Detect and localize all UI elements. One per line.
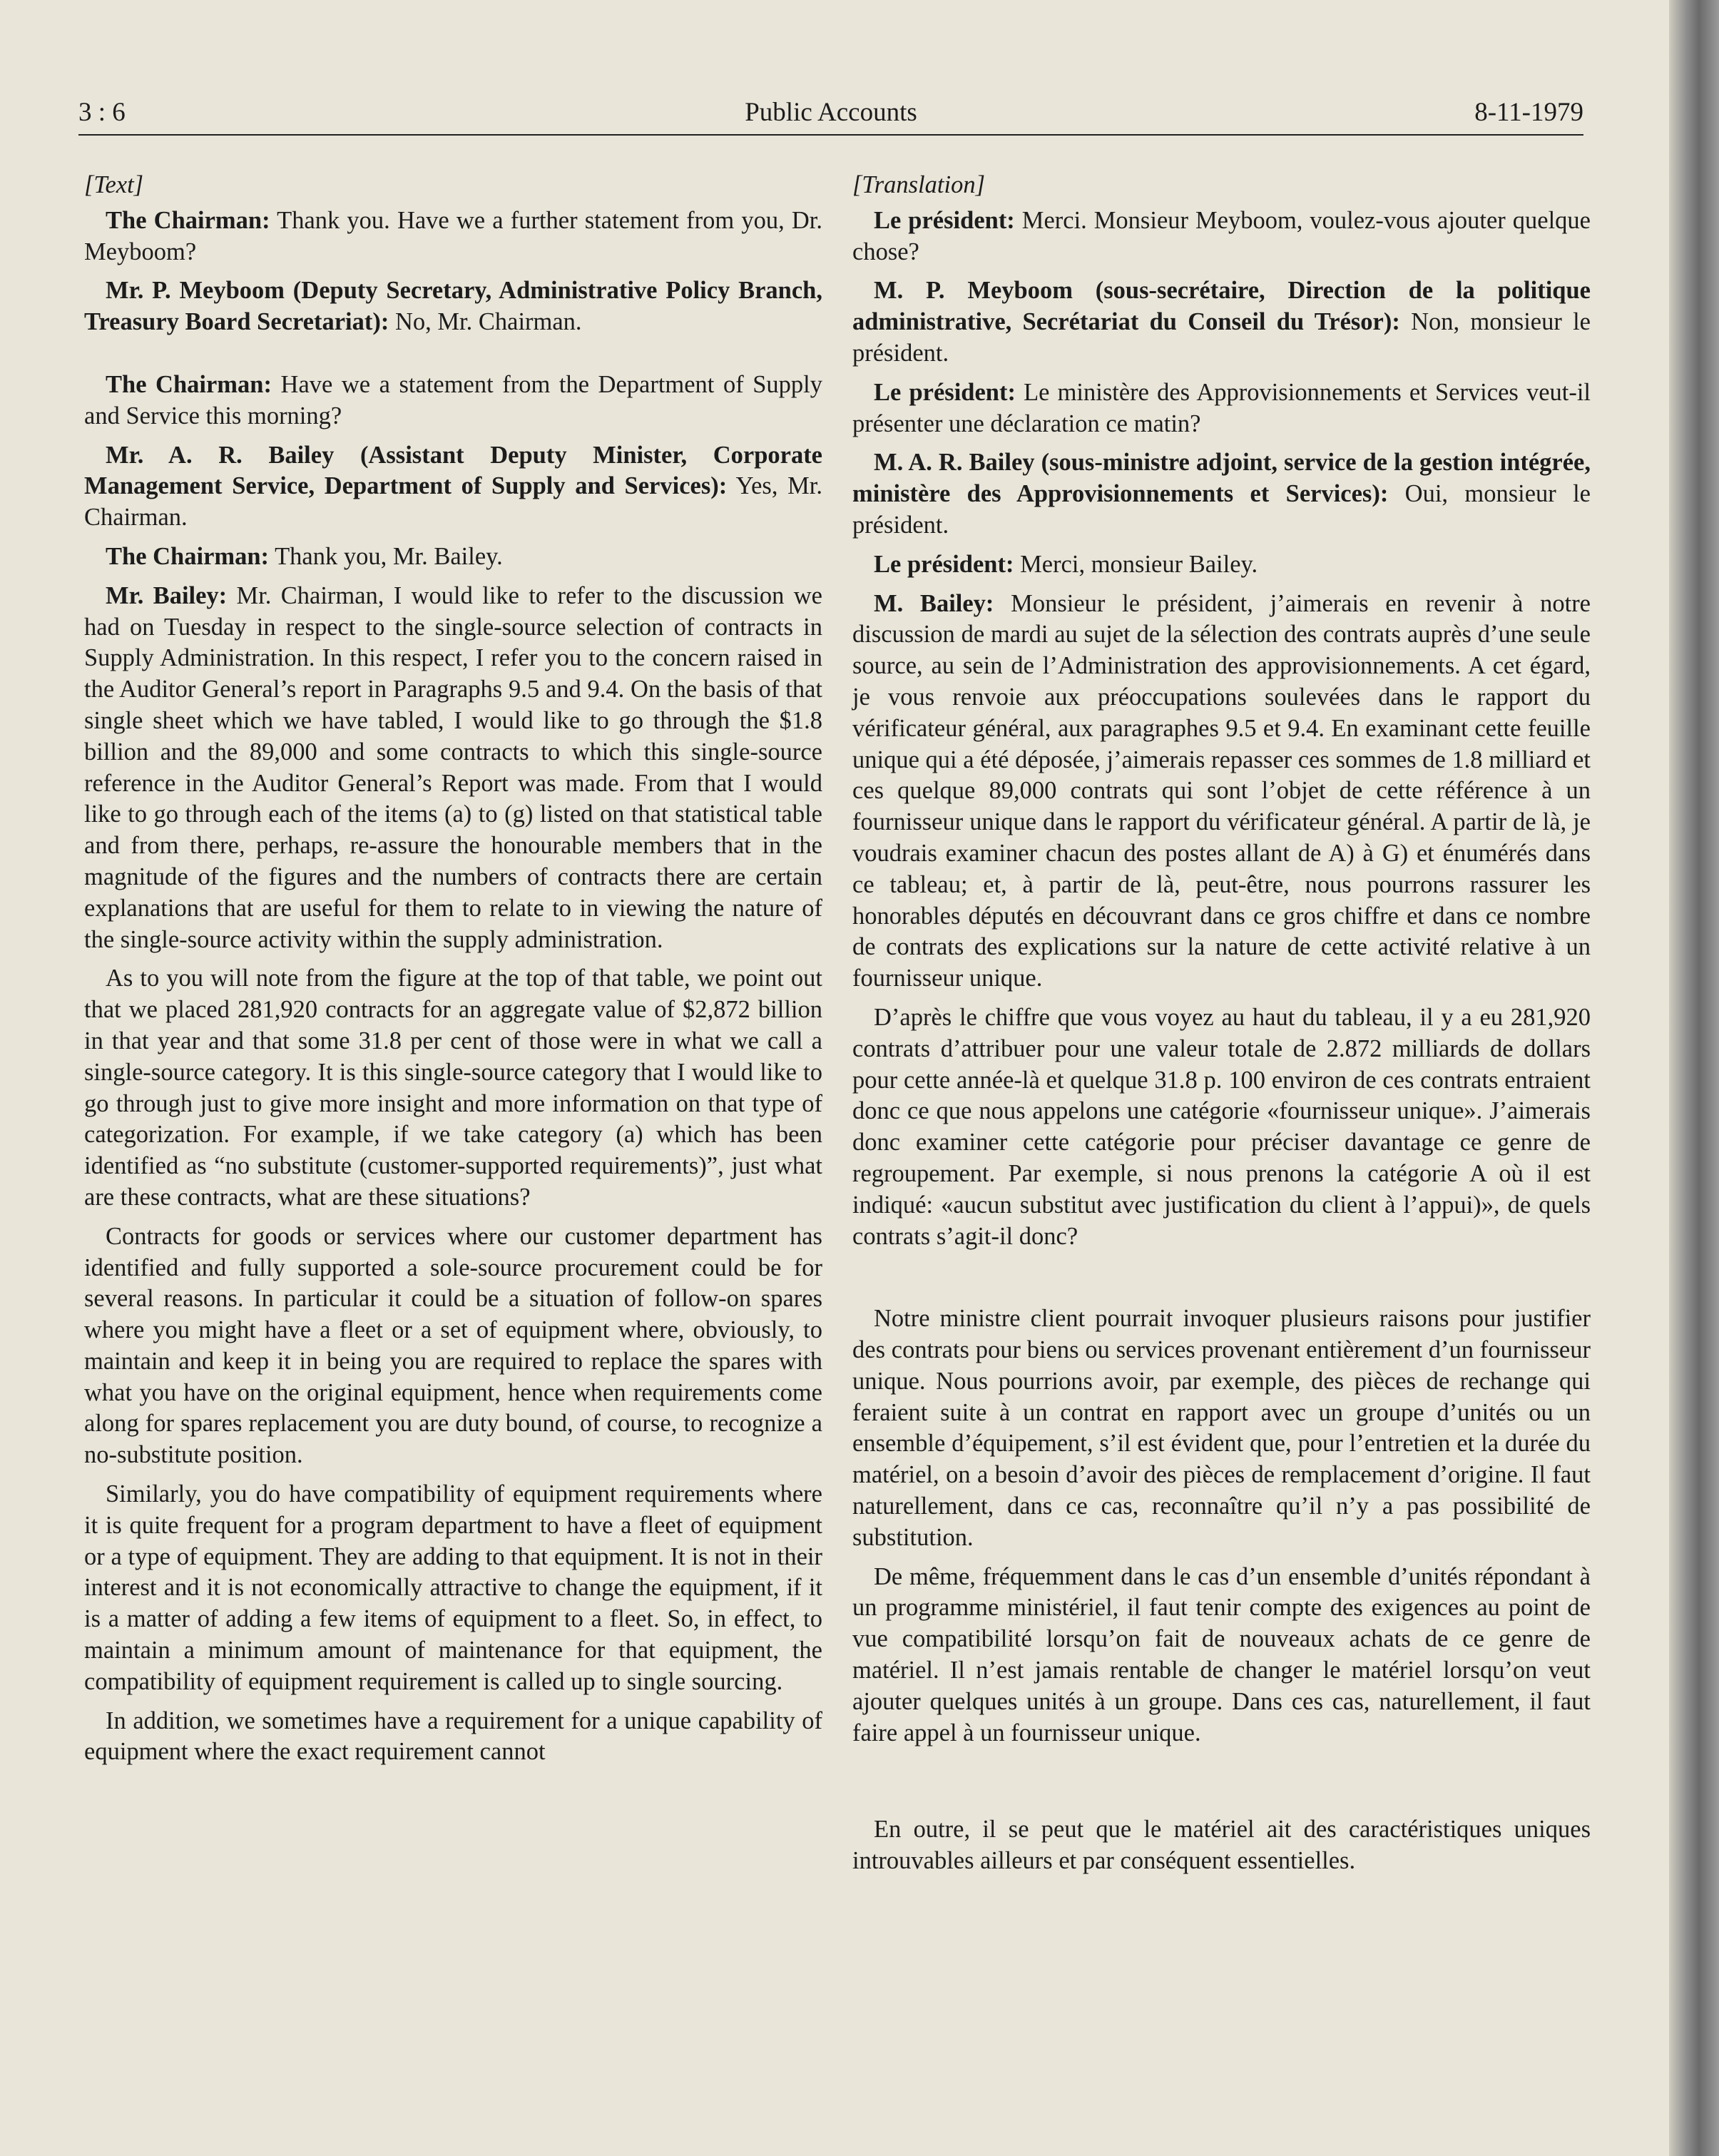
paragraph: M. P. Meyboom (sous-secrétaire, Direction de la politique administrative, Secrétariat du Conseil du Trésor): Non, monsieur le président. <box>852 277 1591 367</box>
page-number: 3 : 6 <box>78 98 126 127</box>
french-column <box>852 170 1591 1885</box>
paragraph: Notre ministre client pourrait invoquer plusieurs raisons pour justifier des contrats pour biens ou services provenant entièrement d’un fournisseur unique. Nous pourrions avoir, par exemple, des pièces de rechange qui feraient suite à un contrat en rapport avec un groupe d’unités ou un ensemble d’équipement, s’il est évident que, pour l’entretien et la durée du matériel, on a besoin d’avoir des pièces de remplacement d’origine. Il faut naturellement, dans ce cas, reconnaître qu’il n’y a pas possibilité de substitution. <box>852 1305 1591 1551</box>
paragraph: Le président: Le ministère des Approvisionnements et Services veut-il présenter une déclaration ce matin? <box>852 378 1591 437</box>
speaker: The Chairman: <box>106 542 270 570</box>
english-column <box>84 170 822 1776</box>
speaker: M. A. R. Bailey (sous-ministre adjoint, service de la gestion intégrée, ministère des Approvisionnements et Services): <box>852 449 1591 508</box>
paragraph: Mr. A. R. Bailey (Assistant Deputy Minister, Corporate Management Service, Department of Supply and Services): Yes, Mr. Chairman. <box>84 441 822 532</box>
speaker: The Chairman: <box>106 370 272 398</box>
book-spine-edge <box>1669 0 1719 2156</box>
speaker: Mr. P. Meyboom (Deputy Secretary, Administrative Policy Branch, Treasury Board Secretariat): <box>84 277 822 336</box>
paragraph: In addition, we sometimes have a requirement for a unique capability of equipment where the exact requirement cannot <box>84 1707 822 1766</box>
running-title: Public Accounts <box>745 98 917 127</box>
speaker: M. Bailey: <box>874 589 994 617</box>
paragraph: En outre, il se peut que le matériel ait des caractéristiques uniques introuvables ailleurs et par conséquent essentielles. <box>852 1816 1591 1875</box>
page-header <box>78 91 1583 136</box>
text-tag: [Text] <box>84 171 144 198</box>
paragraph: M. A. R. Bailey (sous-ministre adjoint, service de la gestion intégrée, ministère des Approvisionnements et Services): Oui, monsieur le président. <box>852 449 1591 539</box>
speaker: Le président: <box>874 550 1014 578</box>
speaker: Mr. A. R. Bailey (Assistant Deputy Minister, Corporate Management Service, Department of Supply and Services): <box>84 441 822 500</box>
speaker: Mr. Bailey: <box>106 581 228 609</box>
paragraph: D’après le chiffre que vous voyez au haut du tableau, il y a eu 281,920 contrats d’attribuer pour une valeur totale de 2.872 milliards de dollars pour cette année-là et quelque 31.8 p. 100 environ de ces contrats entraient donc ce que nous appelons une catégorie «fournisseur unique». J’aimerais donc examiner cette catégorie pour préciser davantage ce genre de regroupement. Par exemple, si nous prenons la catégorie A où il est indiqué: «aucun substitut avec justification du client à l’appui)», de quels contrats s’agit-il donc? <box>852 1003 1591 1250</box>
translation-tag: [Translation] <box>852 171 985 198</box>
paragraph: The Chairman: Thank you. Have we a further statement from you, Dr. Meyboom? <box>84 206 822 265</box>
speaker: The Chairman: <box>106 206 270 234</box>
paragraph: M. Bailey: Monsieur le président, j’aimerais en revenir à notre discussion de mardi au sujet de la sélection des contrats auprès d’une seule source, au sein de l’Administration des approvisionnements. A cet égard, je vous renvoie aux préoccupations soulevées dans le rapport du vérificateur général, aux paragraphes 9.5 et 9.4. En examinant cette feuille unique qui a été déposée, j’aimerais repasser ces sommes de 1.8 milliard et ces quelque 89,000 contrats qui sont l’objet de cette référence à un fournisseur unique dans le rapport du vérificateur général. A partir de là, je voudrais examiner chacun des postes allant de A) à G) et énumérés dans ce tableau; et, à partir de là, peut-être, nous pourrons rassurer les honorables députés en découvrant dans ce gros chiffre et dans ce nombre de contrats des explications sur la nature de cette activité relative à un fournisseur unique. <box>852 589 1591 992</box>
paragraph: The Chairman: Have we a statement from the Department of Supply and Service this morning? <box>84 370 822 429</box>
paragraph: Le président: Merci. Monsieur Meyboom, voulez-vous ajouter quelque chose? <box>852 206 1591 265</box>
speaker: M. P. Meyboom (sous-secrétaire, Direction de la politique administrative, Secrétariat du Conseil du Trésor): <box>852 277 1591 336</box>
paragraph: Similarly, you do have compatibility of equipment requirements where it is quite frequent for a program department to have a fleet of equipment or a type of equipment. They are adding to that equipment. It is not in their interest and it is not economically attractive to change the equipment, if it is a matter of adding a few items of equipment to a fleet. So, in effect, to maintain a minimum amount of maintenance for that equipment, the compatibility of equipment requirement is called up to single sourcing. <box>84 1480 822 1695</box>
paragraph: De même, fréquemment dans le cas d’un ensemble d’unités répondant à un programme ministériel, il faut tenir compte des exigences au point de vue compatibilité lorsqu’on fait de nouveaux achats de ce genre de matériel. Il n’est jamais rentable de changer le matériel lorsqu’on veut ajouter quelques unités à un groupe. Dans ces cas, naturellement, il faut faire appel à un fournisseur unique. <box>852 1562 1591 1746</box>
paragraph: Mr. P. Meyboom (Deputy Secretary, Administrative Policy Branch, Treasury Board Secretariat): No, Mr. Chairman. <box>84 277 822 336</box>
paragraph: Contracts for goods or services where our customer department has identified and fully supported a sole-source procurement could be for several reasons. In particular it could be a situation of follow-on spares where you might have a fleet or a set of equipment where, obviously, to maintain and keep it in being you are required to replace the spares with what you have on the original equipment, hence when requirements come along for spares replacement you are duty bound, of course, to recognize a no-substitute position. <box>84 1222 822 1469</box>
paragraph: Mr. Bailey: Mr. Chairman, I would like to refer to the discussion we had on Tuesday in respect to the single-source selection of contracts in Supply Administration. In this respect, I refer you to the concern raised in the Auditor General’s report in Paragraphs 9.5 and 9.4. On the basis of that single sheet which we have tabled, I would like to go through the $1.8 billion and the 89,000 and some contracts to which this single-source reference in the Auditor General’s Report was made. From that I would like to go through each of the items (a) to (g) listed on that statistical table and from there, perhaps, re-assure the honourable members that in the magnitude of the figures and the numbers of contracts there are certain explanations that are useful for them to relate to in viewing the nature of the single-source activity within the supply administration. <box>84 581 822 953</box>
paragraph: Le président: Merci, monsieur Bailey. <box>874 550 1258 578</box>
paragraph: The Chairman: Thank you, Mr. Bailey. <box>106 542 503 570</box>
speaker: Le président: <box>874 378 1016 406</box>
paragraph: As to you will note from the figure at the top of that table, we point out that we placed 281,920 contracts for an aggregate value of $2,872 billion in that year and that some 31.8 per cent of those were in what we call a single-source category. It is this single-source category that I would like to go through just to give more insight and more information on that type of categorization. For example, if we take category (a) which has been identified as “no substitute (customer-supported requirements)”, just what are these contracts, what are these situations? <box>84 965 822 1211</box>
speaker: Le président: <box>874 206 1015 234</box>
header-date: 8-11-1979 <box>1474 98 1583 127</box>
